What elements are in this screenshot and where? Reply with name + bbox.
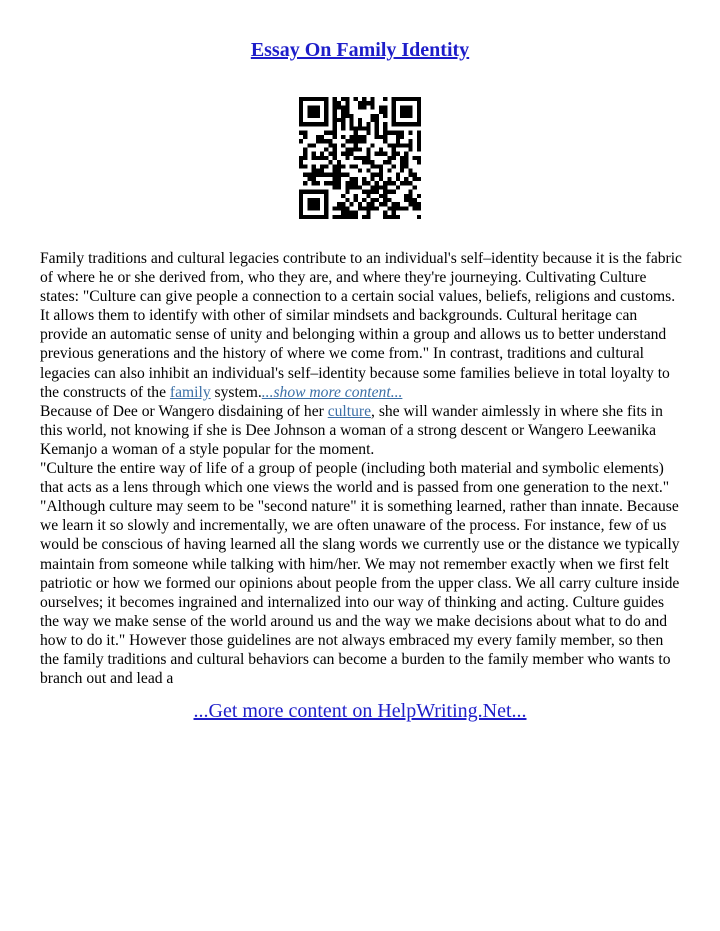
- paragraph-2: Because of Dee or Wangero disdaining of her culture, she will wander aimlessly in where she fits in this world, not knowing if she is Dee Johnson a woman of a strong descent or Wangero Leewanika Kemanjo a woman of a style popular for the moment.: [40, 402, 663, 458]
- show-more-link[interactable]: ...show more content...: [261, 383, 403, 401]
- footer: [0, 700, 720, 723]
- family-link[interactable]: family: [169, 383, 211, 401]
- title-link[interactable]: Essay On Family Identity: [250, 39, 470, 61]
- qr-code-icon: [299, 97, 421, 219]
- footer-link[interactable]: ...Get more content on HelpWriting.Net...: [193, 700, 527, 722]
- page-title: [0, 39, 720, 62]
- essay-body: [40, 249, 685, 688]
- culture-link[interactable]: culture: [327, 402, 372, 420]
- paragraph-3: "Culture the entire way of life of a group of people (including both material and symbolic elements) that acts as a lens through which one views the world and is passed from one generation to the next." "Although culture may seem to be "second nature" it is something learned, rather than innate. Because we learn it so slowly and incrementally, we are often unaware of the process. For instance, few of us would be conscious of having learned all the slang words we currently use or the distance we typically maintain from someone while talking with him/her. We may not remember exactly when we first felt patriotic or how we formed our opinions about people from the upper class. We all carry culture inside ourselves; it becomes ingrained and internalized into our way of thinking and acting. Culture guides the way we make sense of the world around us and the way we make decisions about what to do and how to do it." However those guidelines are not always embraced my every family member, so then the family traditions and cultural behaviors can become a burden to the family member who wants to branch out and lead a: [40, 460, 680, 688]
- paragraph-1: Family traditions and cultural legacies contribute to an individual's self–identity because it is the fabric of where he or she derived from, who they are, and where they're journeying. Cultivating Culture states: "Culture can give people a connection to a certain social values, beliefs, religions and customs. It allows them to identify with other of similar mindsets and backgrounds. Cultural heritage can provide an automatic sense of unity and belonging within a group and allows us to better understand previous generations and the history of where we come from." In contrast, traditions and cultural legacies can also inhibit an individual's self–identity because some families believe in total loyalty to the constructs of the family system....show more content...: [40, 250, 682, 401]
